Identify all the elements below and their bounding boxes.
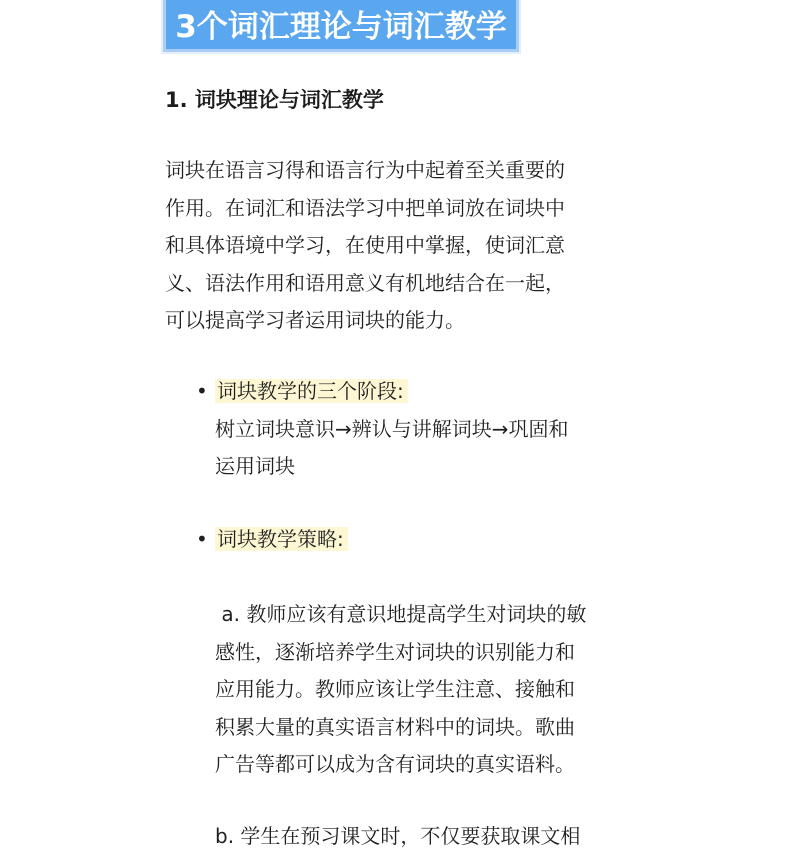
bullet-stages-content: [215, 373, 655, 486]
intro-line: 和具体语境中学习，在使用中掌握，使词汇意: [165, 233, 565, 257]
strategy-b-line: b. 学生在预习课文时，不仅要获取课文相: [215, 824, 581, 848]
bullet-stages-label: 词块教学的三个阶段:: [215, 379, 408, 403]
bullet-strategies-label: 词块教学策略:: [215, 527, 348, 551]
strategy-a-line: 感性，逐渐培养学生对词块的识别能力和: [215, 639, 575, 664]
strategy-b-paragraph: [215, 818, 655, 852]
intro-line: 词块在语言习得和语言行为中起着至关重要的: [165, 158, 565, 182]
intro-line: 可以提高学习者运用词块的能力。: [165, 308, 465, 332]
bullet-stages-line: 运用词块: [215, 454, 295, 478]
intro-line: 义、语法作用和语用意义有机地结合在一起，: [165, 270, 565, 295]
strategy-a-line: 应用能力。教师应该让学生注意、接触和: [215, 677, 575, 701]
strategy-a-line: 积累大量的真实语言材料中的词块。歌曲: [215, 714, 575, 739]
bullet-dot-icon: •: [196, 527, 208, 551]
strategy-a-paragraph: [215, 596, 655, 784]
title-banner: [163, 0, 519, 52]
strategy-a-line: a. 教师应该有意识地提高学生对词块的敏: [215, 602, 587, 626]
strategy-a-line: 广告等都可以成为含有词块的真实语料。: [215, 752, 575, 776]
bullet-dot-icon: •: [196, 379, 208, 403]
page-title: 3个词汇理论与词汇教学: [175, 8, 507, 45]
intro-line: 作用。在词汇和语法学习中把单词放在词块中: [165, 195, 565, 220]
section-heading: 1. 词块理论与词汇教学: [165, 88, 384, 112]
bullet-stages-line: 树立词块意识→辨认与讲解词块→巩固和: [215, 416, 569, 441]
bullet-strategies-content: [215, 521, 655, 559]
intro-paragraph: [165, 152, 650, 340]
